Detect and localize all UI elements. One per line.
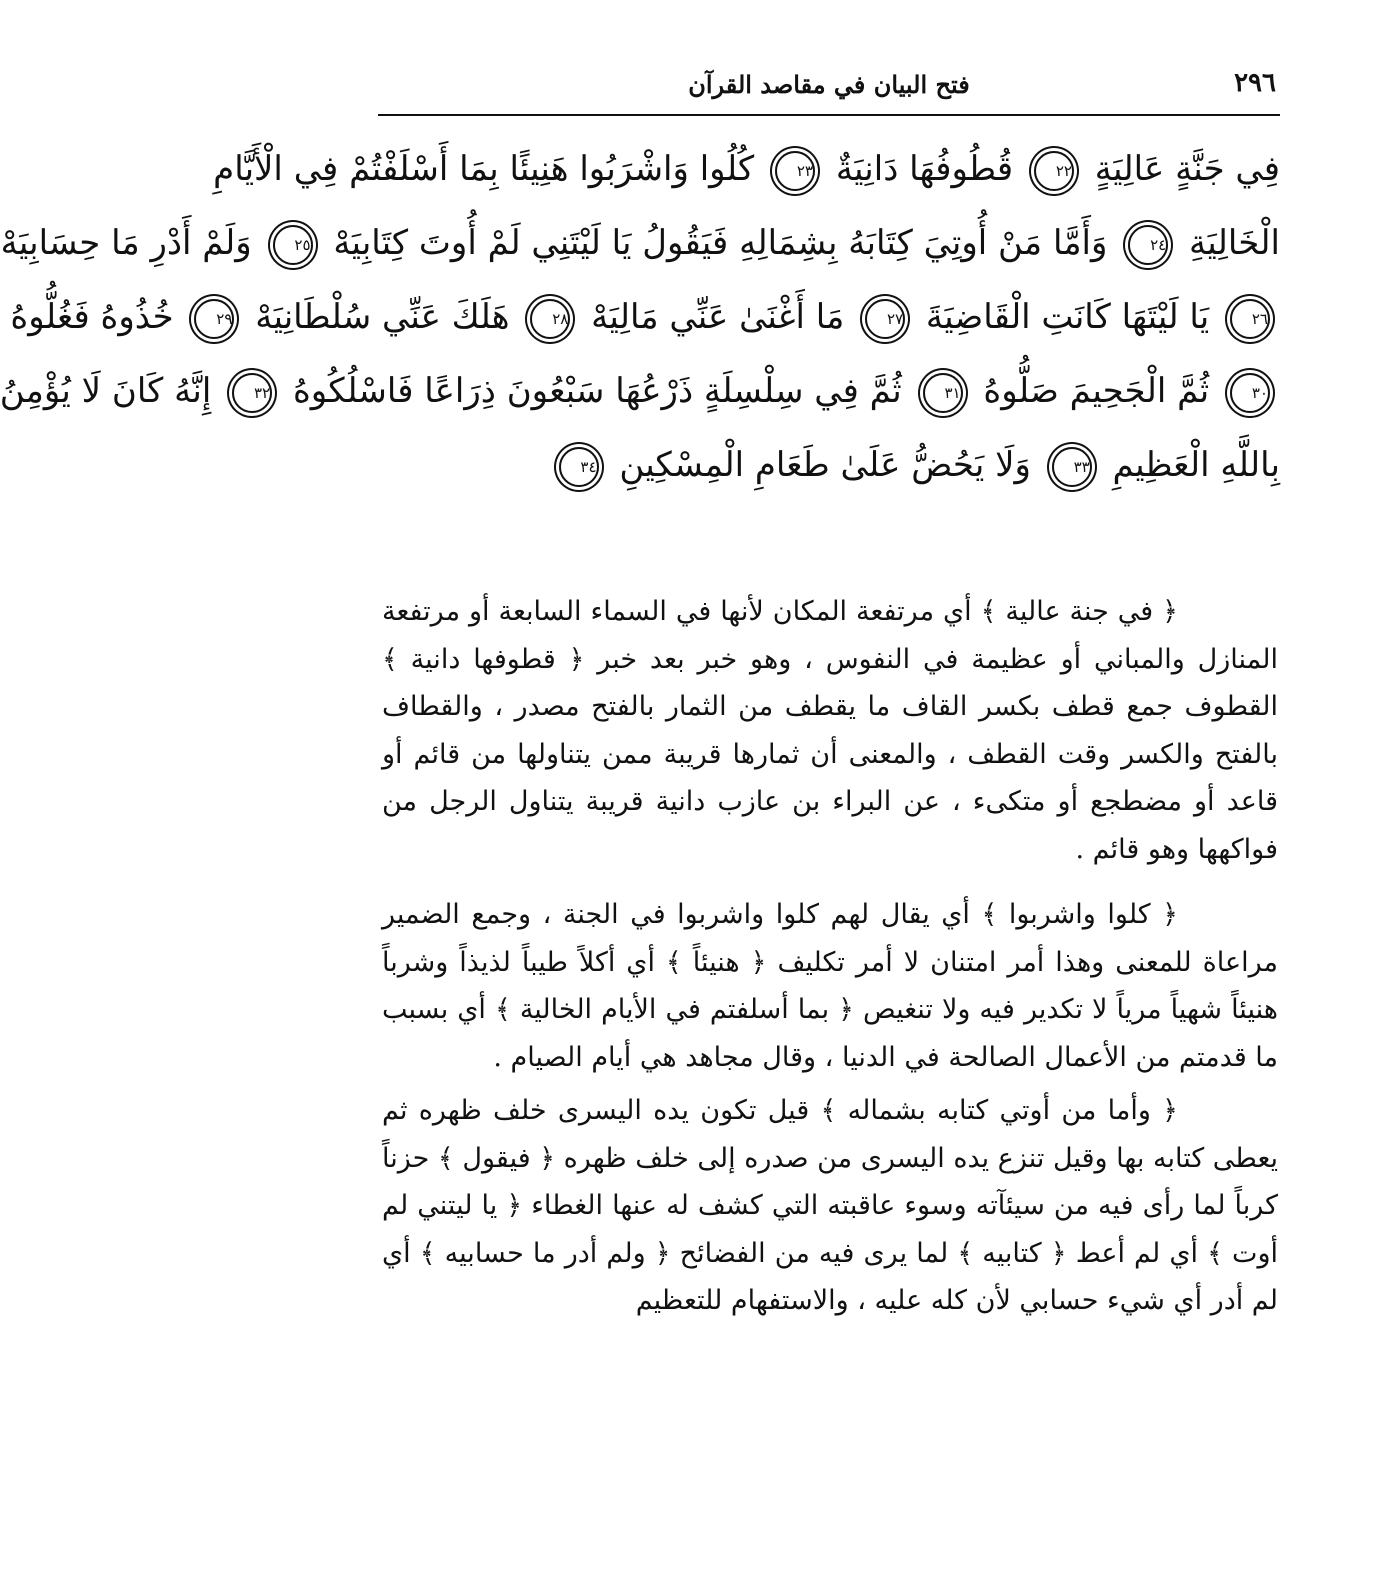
verse-number-marker: ٣٢ [232, 373, 272, 413]
verse-number-marker: ٢٩ [194, 299, 234, 339]
verse-text: وَلَمْ أَدْرِ مَا حِسَابِيَهْ [0, 223, 252, 263]
verse-text: فِي جَنَّةٍ عَالِيَةٍ [1094, 149, 1280, 189]
verse-text: هَلَكَ عَنِّي سُلْطَانِيَهْ [255, 297, 510, 337]
verse-text: ثُمَّ الْجَحِيمَ صَلُّوهُ [983, 371, 1210, 411]
verse-line [213, 132, 1280, 206]
verse-text: إِنَّهُ كَانَ لَا يُؤْمِنُ [0, 371, 212, 411]
verse-text: مَا أَغْنَىٰ عَنِّي مَالِيَهْ [591, 297, 845, 337]
verse-number-marker: ٣٠ [1230, 373, 1270, 413]
verse-number-marker: ٢٧ [865, 299, 905, 339]
page-header [382, 60, 1276, 108]
verse-text: الْخَالِيَةِ [1189, 223, 1280, 263]
verse-number-marker: ٢٨ [530, 299, 570, 339]
commentary-paragraph: ﴿ في جنة عالية ﴾ أي مرتفعة المكان لأنها في السماء السابعة أو مرتفعة المنازل والمباني أو عظيمة في النفوس ، وهو خبر بعد خبر ﴿ قطوفها دانية ﴾ القطوف جمع قطف بكسر القاف ما يقطف من الثمار بالفتح مصدر ، والقطاف بالفتح والكسر وقت القطف ، والمعنى أن ثمارها قريبة ممن يتناولها من قائم أو قاعد أو مضطجع أو متكىء ، عن البراء بن عازب دانية قريبة يتناول الرجل من فواكهها وهو قائم . [382, 596, 1278, 865]
quran-verses-block [0, 132, 1280, 502]
commentary-paragraph: ﴿ وأما من أوتي كتابه بشماله ﴾ قيل تكون يده اليسرى خلف ظهره ثم يعطى كتابه بها وقيل تنزع يده اليسرى من صدره إلى خلف ظهره ﴿ فيقول ﴾ حزناً كرباً لما رأى فيه من سيئآته وسوء عاقبته التي كشف له عنها الغطاء ﴿ يا ليتني لم أوت ﴾ أي لم أعط ﴿ كتابيه ﴾ لما يرى فيه من الفضائح ﴿ ولم أدر ما حسابيه ﴾ أي لم أدر أي شيء حسابي لأن كله عليه ، والاستفهام للتعظيم [382, 1095, 1278, 1316]
verse-number-marker: ٣٣ [1052, 447, 1092, 487]
verse-number-marker: ٢٦ [1230, 299, 1270, 339]
verse-text: بِاللَّهِ الْعَظِيمِ [1112, 445, 1280, 485]
verse-number-marker: ٢٣ [775, 151, 815, 191]
verse-number-marker: ٢٢ [1034, 151, 1074, 191]
verse-number-marker: ٣١ [923, 373, 963, 413]
verse-number-marker: ٣٤ [559, 447, 599, 487]
verse-text: وَأَمَّا مَنْ أُوتِيَ كِتَابَهُ بِشِمَالِهِ فَيَقُولُ يَا لَيْتَنِي لَمْ أُوتَ كِتَابِيَهْ [333, 223, 1108, 263]
verse-text: كُلُوا وَاشْرَبُوا هَنِيئًا بِمَا أَسْلَفْتُمْ فِي الْأَيَّامِ [213, 149, 755, 189]
header-rule [378, 114, 1280, 116]
verse-text: قُطُوفُهَا دَانِيَةٌ [835, 149, 1014, 189]
verse-text: ثُمَّ فِي سِلْسِلَةٍ ذَرْعُهَا سَبْعُونَ ذِرَاعًا فَاسْلُكُوهُ [292, 371, 902, 411]
verse-number-marker: ٢٤ [1128, 225, 1168, 265]
verse-line [0, 206, 1280, 280]
verse-text: خُذُوهُ فَغُلُّوهُ [10, 297, 174, 337]
paragraph-gap [382, 873, 1278, 891]
verse-line [10, 280, 1280, 354]
page-number: ٢٩٦ [1234, 68, 1276, 98]
verse-text: وَلَا يَحُضُّ عَلَىٰ طَعَامِ الْمِسْكِينِ [619, 445, 1031, 485]
running-title: فتح البيان في مقاصد القرآن [688, 70, 970, 99]
verse-number-marker: ٢٥ [273, 225, 313, 265]
commentary-paragraph: ﴿ كلوا واشربوا ﴾ أي يقال لهم كلوا واشربوا في الجنة ، وجمع الضمير مراعاة للمعنى وهذا أمر امتنان لا أمر تكليف ﴿ هنيئاً ﴾ أي أكلاً طيباً لذيذاً وشرباً هنيئاً شهياً مرياً لا تكدير فيه ولا تنغيص ﴿ بما أسلفتم في الأيام الخالية ﴾ أي بسبب ما قدمتم من الأعمال الصالحة في الدنيا ، وقال مجاهد هي أيام الصيام . [382, 899, 1278, 1073]
verse-line [380, 428, 1280, 502]
commentary-block [382, 588, 1278, 1325]
verse-text: يَا لَيْتَهَا كَانَتِ الْقَاضِيَةَ [925, 297, 1210, 337]
verse-line [0, 354, 1280, 428]
